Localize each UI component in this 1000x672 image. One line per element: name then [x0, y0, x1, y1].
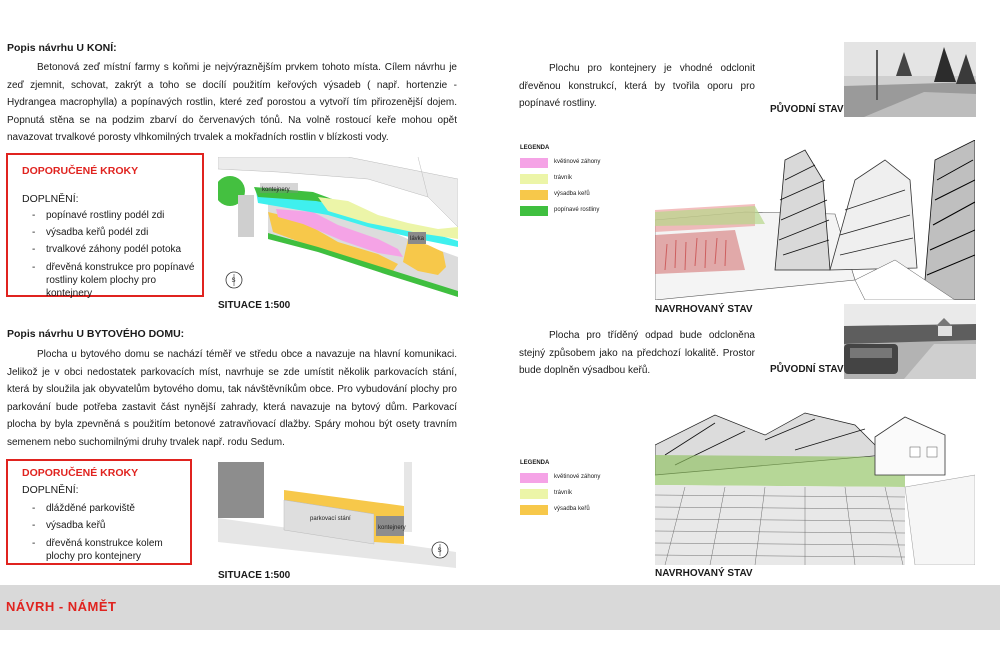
- section1-step: - výsadba keřů podél zdi: [32, 227, 200, 238]
- legend1-label: trávník: [554, 175, 573, 181]
- section2-step: - dřevěná konstrukce kolem plochy pro kontejnery: [32, 537, 188, 563]
- plan2-parking-label: parkovací stání: [310, 516, 351, 522]
- section1-steps-box: [6, 153, 204, 297]
- section2-steps-title: DOPORUČENÉ KROKY: [22, 467, 139, 479]
- site-plan-2: [218, 462, 456, 568]
- plan2-north-label: S: [437, 548, 442, 554]
- section2-step: - dlážděné parkoviště: [32, 503, 188, 514]
- legend1-title: LEGENDA: [520, 145, 550, 151]
- legend1-swatch: [520, 174, 548, 184]
- legend1-swatch: [520, 190, 548, 200]
- legend2: [520, 473, 640, 521]
- proposed-caption-2: NAVRHOVANÝ STAV: [655, 568, 753, 579]
- legend2-swatch: [520, 473, 548, 483]
- legend1-swatch: [520, 206, 548, 216]
- section1-title: Popis návrhu U KONÍ:: [7, 42, 117, 54]
- section2-step: - výsadba keřů: [32, 520, 188, 531]
- legend2-label: výsadba keřů: [554, 506, 590, 512]
- site-plan-1: [218, 157, 458, 297]
- plan1-bridge-label: lávka: [410, 236, 425, 242]
- section1-text: Betonová zeď místní farmy s koňmi je nejvýraznějším prvkem tohoto místa. Cílem návrhu je zeď zjemnit, schovat, zakrýt a toho se docílí použitím keřových výsadeb ( např. hortenzie - Hydrangea macrophylla) a popínavých rostlin, které zeď porostou a vytvoří tím přirozenější dojem. Popnutá stěna se na podzim zbarví do červenavých tónů. Na volně rostoucí keře mohou opět navazovat trvalkové porosty vlhkomilných trvalek a mokřadních rostlin v blízkosti vody.: [7, 62, 457, 143]
- section2-steps-list: [32, 503, 188, 563]
- section2-title: Popis návrhu U BYTOVÉHO DOMU:: [7, 328, 185, 340]
- proposed-caption-1: NAVRHOVANÝ STAV: [655, 304, 753, 315]
- right2-text: Plocha pro tříděný odpad bude odcloněna stejný způsobem jako na předchozí lokalitě. Prostor bude doplněn výsadbou keřů.: [519, 330, 755, 376]
- plan2-container-label: kontejnery: [378, 525, 406, 531]
- plan1-north-label: S: [231, 278, 236, 284]
- section1-step: - dřevěná konstrukce pro popínavé rostliny kolem plochy pro kontejnery: [32, 261, 200, 300]
- footer-bar: [0, 585, 1000, 630]
- legend1-label: květinové záhony: [554, 159, 601, 165]
- section1-step: - popínavé rostliny podél zdi: [32, 210, 200, 221]
- legend1-swatch: [520, 158, 548, 168]
- original-caption-2: PŮVODNÍ STAV: [770, 364, 844, 375]
- section2-steps-subtitle: DOPLNĚNÍ:: [22, 484, 79, 496]
- situation-caption-2: SITUACE 1:500: [218, 570, 291, 581]
- legend2-swatch: [520, 505, 548, 515]
- legend2-swatch: [520, 489, 548, 499]
- section1-steps-subtitle: DOPLNĚNÍ:: [22, 193, 79, 205]
- legend1: [520, 158, 640, 222]
- legend2-label: květinové záhony: [554, 474, 601, 480]
- original-photo-2: [844, 304, 976, 379]
- section1-steps-list: [32, 210, 200, 300]
- plan1-container-label: kontejnery: [262, 187, 290, 193]
- situation-caption-1: SITUACE 1:500: [218, 300, 291, 311]
- legend2-label: trávník: [554, 490, 573, 496]
- section2-text: Plocha u bytového domu se nachází téměř ve středu obce a navazuje na hlavní komunikaci. Jelikož je v obci nedostatek parkovacích míst, navrhuje se zde umístit několik parkovacích stání, která by sloužila jak obyvatelům bytového domu, tak návštěvníkům obce. Pro vybudování plochy pro parkování bude potřeba zastavit část nynější zahrady, která navazuje na bytový dům. Parkovací plocha by byla zpevněná s použitím betonové zatravňovací dlažby. Spáry mohou být osety travním semenem nebo suchomilnými druhy trvalek např. rodu Sedum.: [7, 349, 457, 448]
- section1-step: - trvalkové záhony podél potoka: [32, 244, 200, 255]
- section2-steps-box: [6, 459, 192, 565]
- proposed-sketch-2: [655, 395, 975, 565]
- section1-steps-title: DOPORUČENÉ KROKY: [22, 165, 139, 177]
- proposed-sketch-1: [655, 140, 975, 300]
- legend1-label: výsadba keřů: [554, 191, 590, 197]
- original-caption-1: PŮVODNÍ STAV: [770, 104, 844, 115]
- legend2-title: LEGENDA: [520, 460, 550, 466]
- right1-text: Plochu pro kontejnery je vhodné odclonit dřevěnou konstrukcí, která by tvořila oporu pro popínavé rostliny.: [519, 63, 755, 109]
- legend1-label: popínavé rostliny: [554, 207, 600, 213]
- original-photo-1: [844, 42, 976, 117]
- footer-title: NÁVRH - NÁMĚT: [6, 599, 117, 614]
